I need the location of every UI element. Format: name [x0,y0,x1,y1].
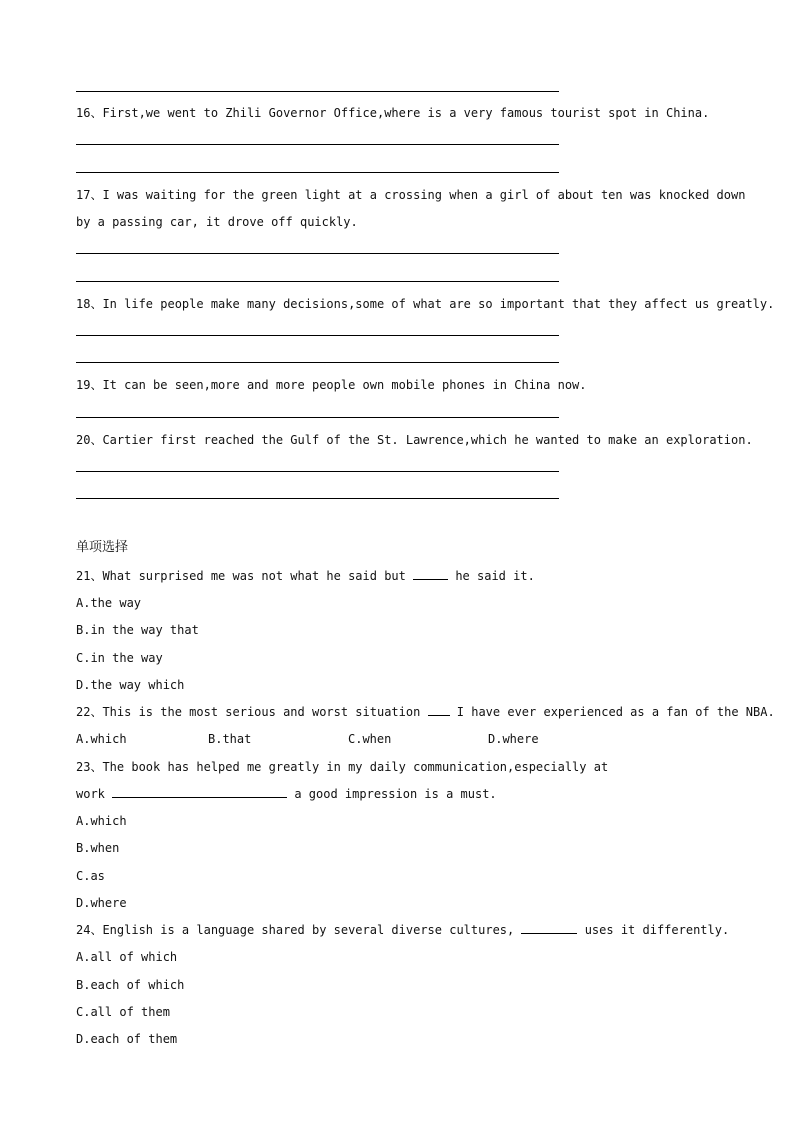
option-b[interactable]: B.each of which [76,978,185,992]
answer-line[interactable] [76,144,559,145]
question-17-text-line2: by a passing car, it drove off quickly. [76,215,358,229]
question-16-text: 16、First,we went to Zhili Governor Office,where is a very famous tourist spot in China. [76,106,710,120]
question-19-text: 19、It can be seen,more and more people own mobile phones in China now. [76,378,587,392]
answer-line[interactable] [76,362,559,363]
answer-line[interactable] [76,281,559,282]
answer-line[interactable] [76,172,559,173]
question-18-text: 18、In life people make many decisions,some of what are so important that they affect us greatly. [76,297,775,311]
option-c[interactable]: C.all of them [76,1005,170,1019]
answer-line[interactable] [76,417,559,418]
option-a[interactable]: A.the way [76,596,142,610]
option-a[interactable]: A.which [76,814,127,828]
option-c[interactable]: C.when [348,732,392,746]
question-22-stem [76,704,775,720]
question-17-text-line1: 17、I was waiting for the green light at a crossing when a girl of about ten was knocked down [76,188,746,202]
answer-blank[interactable] [521,923,577,934]
question-24-stem [76,922,729,938]
stem-text: 22、This is the most serious and worst situation [76,705,428,719]
section-heading: 单项选择 [76,540,129,555]
option-a[interactable]: A.which [76,732,127,746]
option-d[interactable]: D.where [76,896,127,910]
stem-text: work [76,787,113,801]
stem-text: 21、What surprised me was not what he said but [76,569,414,583]
option-d[interactable]: D.where [488,732,539,746]
answer-line[interactable] [76,471,559,472]
stem-text: he said it. [448,569,535,583]
stem-text: I have ever experienced as a fan of the NBA. [449,705,775,719]
answer-line[interactable] [76,91,559,92]
option-a[interactable]: A.all of which [76,950,178,964]
answer-blank[interactable] [428,705,450,716]
question-20-text: 20、Cartier first reached the Gulf of the St. Lawrence,which he wanted to make an exploration. [76,433,753,447]
stem-text: 24、English is a language shared by several diverse cultures, [76,923,522,937]
answer-line[interactable] [76,253,559,254]
question-21-stem [76,568,535,584]
option-d[interactable]: D.the way which [76,678,185,692]
answer-line[interactable] [76,335,559,336]
option-b[interactable]: B.when [76,841,120,855]
stem-text: uses it differently. [577,923,730,937]
option-b[interactable]: B.that [208,732,252,746]
option-b[interactable]: B.in the way that [76,623,199,637]
answer-blank[interactable] [112,787,287,798]
question-23-stem-line1: 23、The book has helped me greatly in my daily communication,especially at [76,760,609,774]
option-d[interactable]: D.each of them [76,1032,178,1046]
answer-blank[interactable] [413,569,448,580]
option-c[interactable]: C.as [76,869,105,883]
answer-line[interactable] [76,498,559,499]
stem-text: a good impression is a must. [287,787,497,801]
question-23-stem-line2 [76,786,497,802]
option-c[interactable]: C.in the way [76,651,163,665]
